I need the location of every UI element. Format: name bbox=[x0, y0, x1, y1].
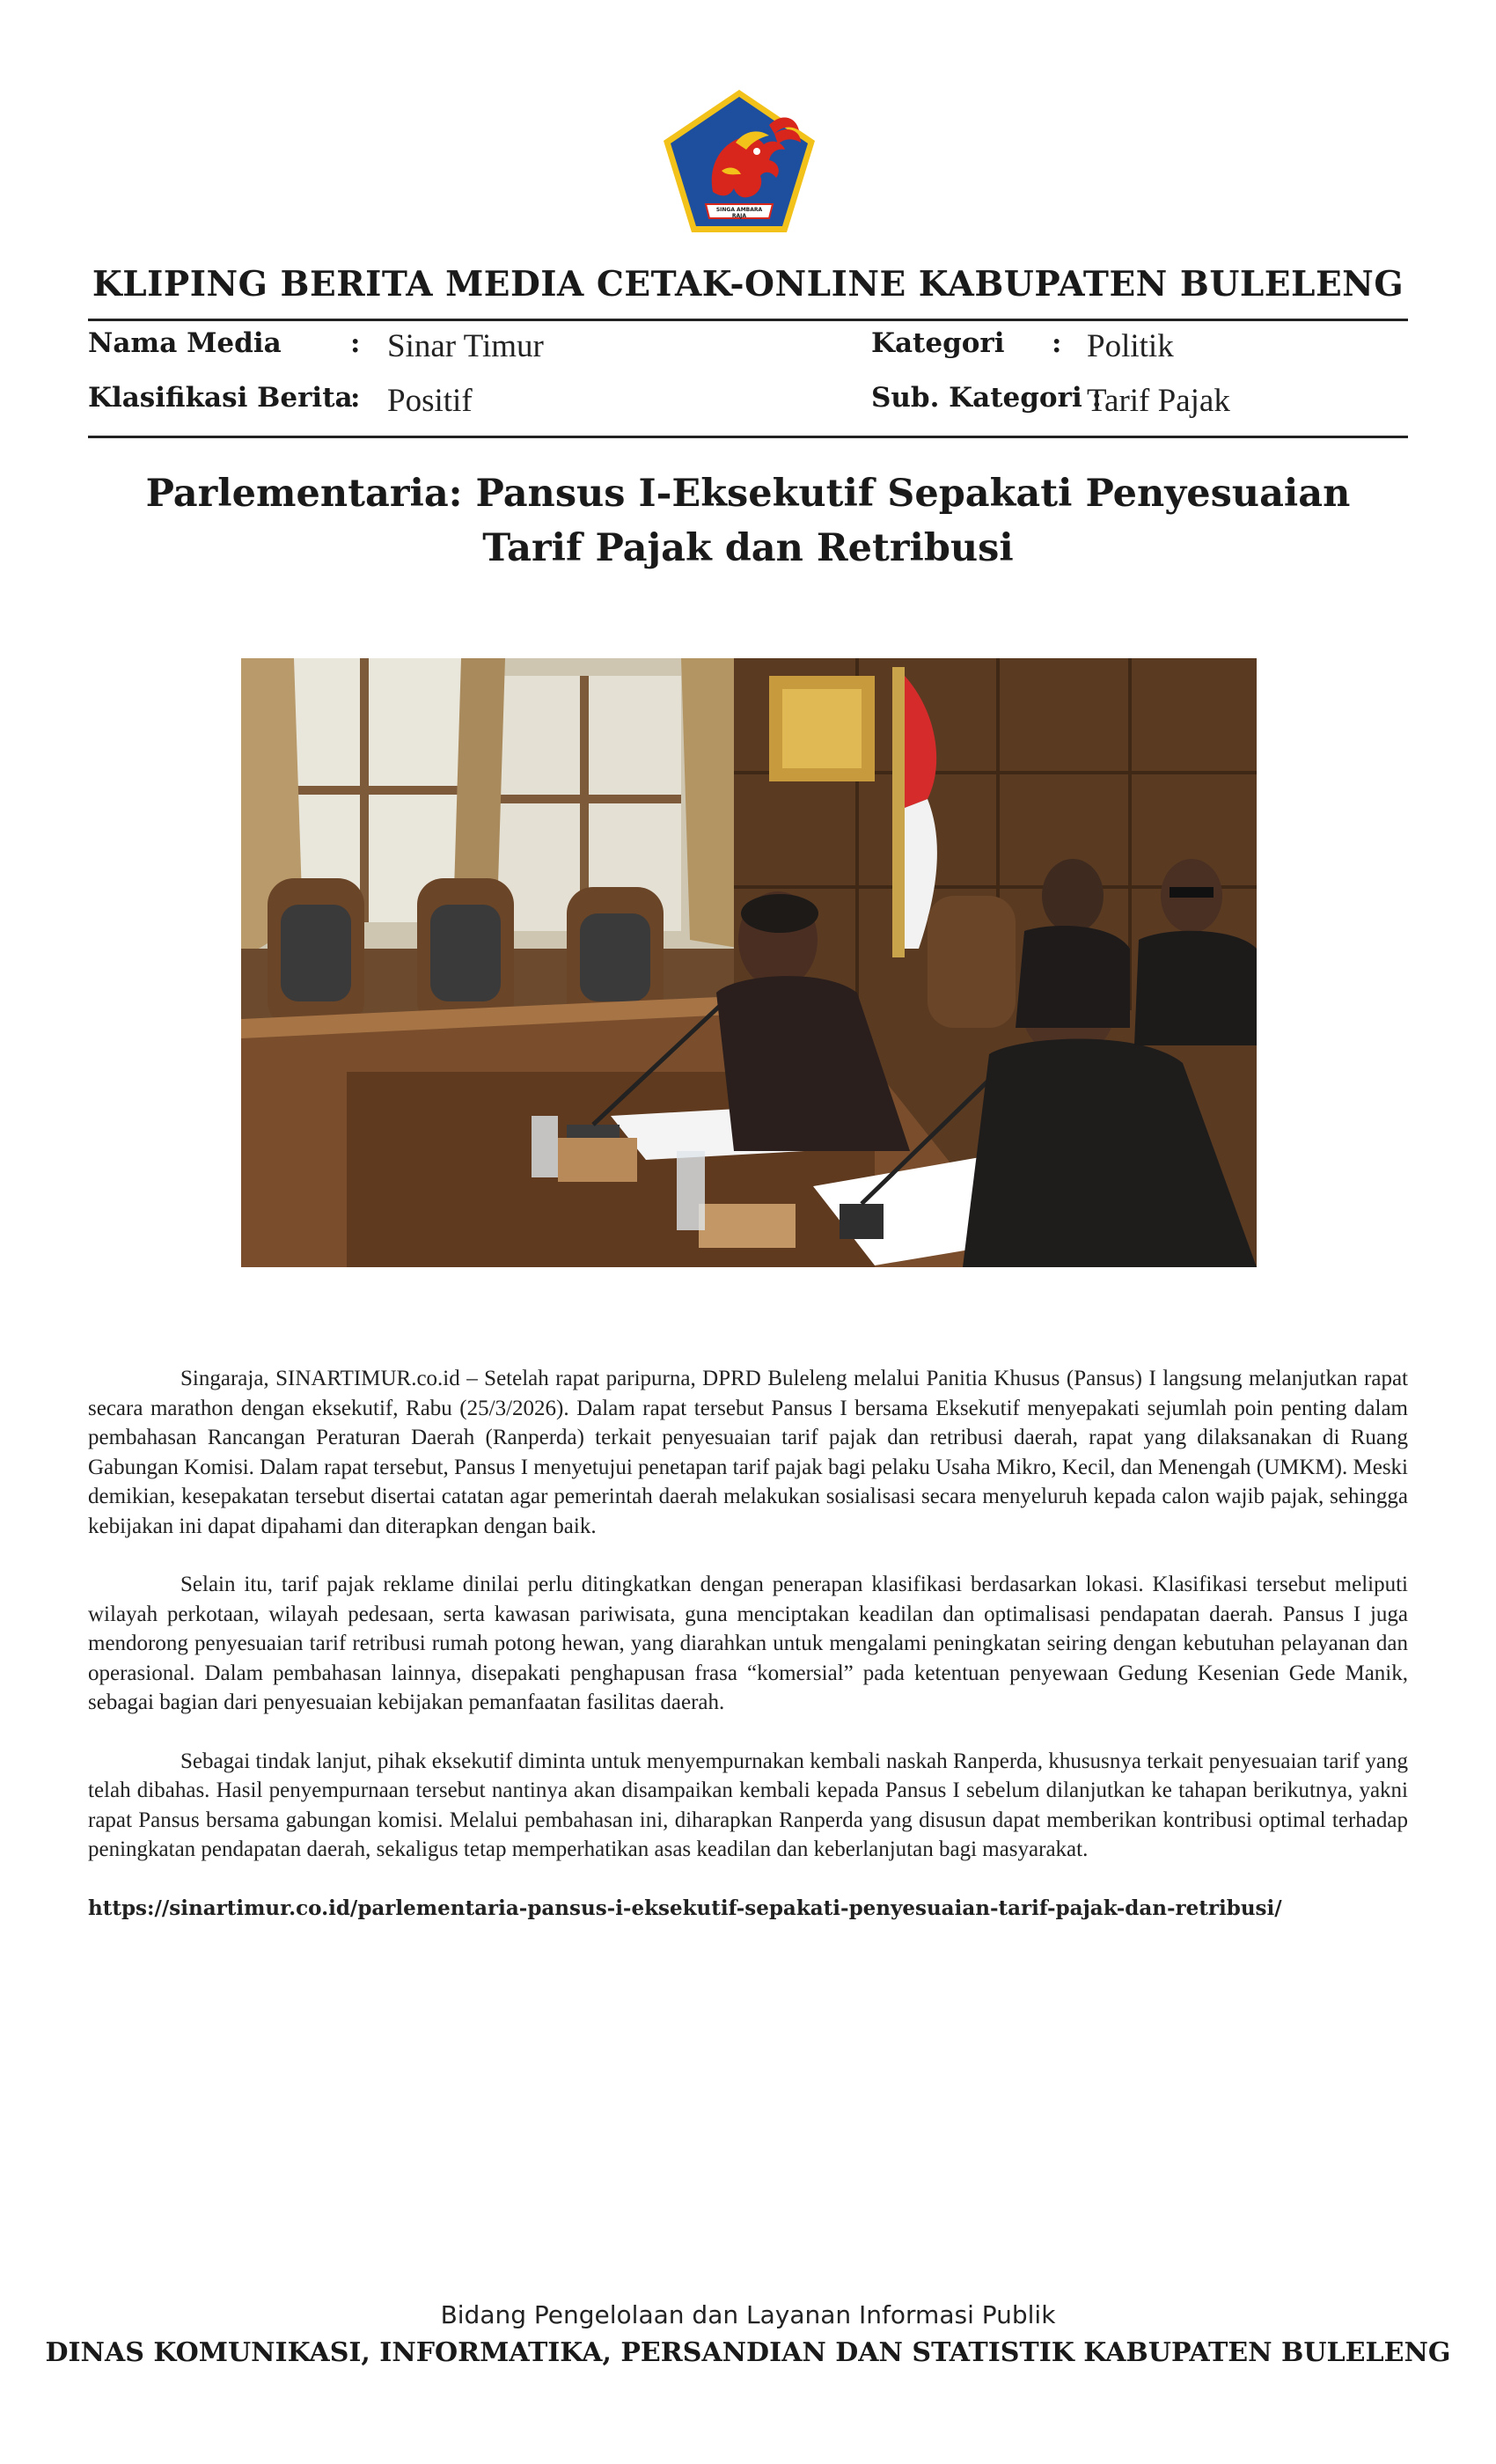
regency-logo bbox=[660, 86, 818, 236]
bottom-divider bbox=[88, 436, 1408, 438]
headline-line-2: Tarif Pajak dan Retribusi bbox=[482, 526, 1014, 570]
media-name-label: Nama Media bbox=[88, 327, 282, 359]
headline-line-1: Parlementaria: Pansus I-Eksekutif Sepakati Penyesuaian bbox=[145, 472, 1351, 516]
classification-colon: : bbox=[350, 382, 361, 414]
classification-value: Positif bbox=[387, 383, 473, 419]
category-colon: : bbox=[1052, 327, 1062, 359]
article-body bbox=[88, 1364, 1408, 1952]
source-url-link[interactable]: https://sinartimur.co.id/parlementaria-pansus-i-eksekutif-sepakati-penyesuaian-tarif-pajak-dan-retribusi/ bbox=[88, 1896, 1282, 1920]
footer-unit: Bidang Pengelolaan dan Layanan Informasi Publik bbox=[440, 2300, 1056, 2329]
classification-label: Klasifikasi Berita bbox=[88, 382, 353, 414]
footer-agency: DINAS KOMUNIKASI, INFORMATIKA, PERSANDIAN DAN STATISTIK KABUPATEN BULELENG bbox=[45, 2337, 1451, 2368]
article-paragraph-2: Selain itu, tarif pajak reklame dinilai perlu ditingkatkan dengan penerapan klasifikasi berdasarkan lokasi. Klasifikasi tersebut meliputi wilayah perkotaan, wilayah pedesaan, serta kawasan pariwisata, guna menciptakan keadilan dan optimalisasi pendapatan daerah. Pansus I juga mendorong penyesuaian tarif retribusi rumah potong hewan, yang diarahkan untuk mengalami peningkatan seiring dengan kebutuhan pelayanan dan operasional. Dalam pembahasan lainnya, disepakati penghapusan frasa “komersial” pada ketentuan penyewaan Gedung Kesenian Gede Manik, sebagai bagian dari penyesuaian kebijakan pemanfaatan fasilitas daerah. bbox=[88, 1573, 1408, 1714]
subcategory-label: Sub. Kategori : bbox=[871, 382, 1102, 414]
article-headline bbox=[132, 466, 1364, 576]
top-divider bbox=[88, 319, 1408, 321]
article-photo bbox=[241, 658, 1257, 1267]
subcategory-value: Tarif Pajak bbox=[1087, 383, 1230, 419]
media-name-colon: : bbox=[350, 327, 361, 359]
article-paragraph-1: Singaraja, SINARTIMUR.co.id – Setelah rapat paripurna, DPRD Buleleng melalui Panitia Khusus (Pansus) I langsung melanjutkan rapat secara marathon dengan eksekutif, Rabu (25/3/2026). Dalam rapat tersebut Pansus I bersama Eksekutif menyepakati sejumlah poin penting dalam pembahasan Rancangan Peraturan Daerah (Ranperda) terkait penyesuaian tarif pajak dan retribusi daerah, rapat yang dilaksanakan di Ruang Gabungan Komisi. Dalam rapat tersebut, Pansus I menyetujui penetapan tarif pajak bagi pelaku Usaha Mikro, Kecil, dan Menengah (UMKM). Meski demikian, kesepakatan tersebut disertai catatan agar pemerintah daerah melakukan sosialisasi secara menyeluruh kepada calon wajib pajak, sehingga kebijakan ini dapat dipahami dan diterapkan dengan baik. bbox=[88, 1367, 1408, 1538]
category-label: Kategori bbox=[871, 327, 1005, 359]
logo-motto: SINGA AMBARA RAJA bbox=[715, 207, 763, 219]
category-value: Politik bbox=[1087, 328, 1174, 364]
article-paragraph-3: Sebagai tindak lanjut, pihak eksekutif diminta untuk menyempurnakan kembali naskah Ranperda, khususnya terkait penyesuaian tarif yang telah dibahas. Hasil penyempurnaan tersebut nantinya akan disampaikan kembali kepada Pansus I sebelum dilanjutkan ke tahapan berikutnya, yakni rapat Pansus bersama gabungan komisi. Melalui pembahasan ini, diharapkan Ranperda yang disusun dapat memberikan kontribusi optimal terhadap peningkatan pendapatan daerah, sekaligus tetap memperhatikan asas keadilan dan keberlanjutan bagi masyarakat. bbox=[88, 1749, 1408, 1861]
media-name-value: Sinar Timur bbox=[387, 328, 544, 364]
page-title: KLIPING BERITA MEDIA CETAK-ONLINE KABUPATEN BULELENG bbox=[92, 264, 1404, 304]
